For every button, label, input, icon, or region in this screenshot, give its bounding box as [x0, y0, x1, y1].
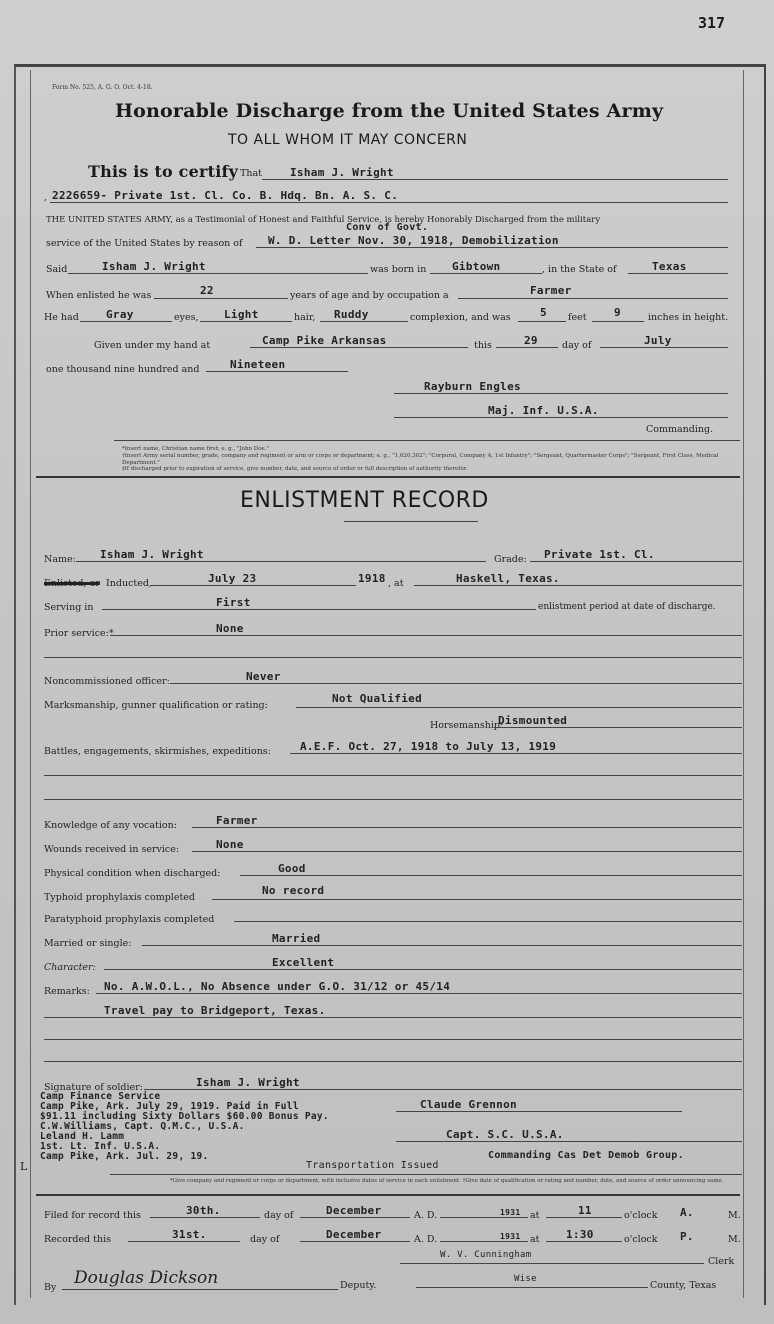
horse-label: Horsemanship:: [430, 720, 504, 731]
enlistment-period-label: enlistment period at date of discharge.: [538, 602, 716, 612]
year-label: one thousand nine hundred and: [46, 364, 200, 375]
inducted-place: Haskell, Texas.: [456, 572, 560, 585]
typhoid: No record: [262, 884, 325, 897]
transport-issued: Transportation Issued: [306, 1160, 439, 1171]
physical: Good: [278, 862, 306, 875]
complexion-label: complexion, and was: [410, 312, 511, 323]
by-label: By: [44, 1282, 57, 1293]
sig-label: Signature of soldier:: [44, 1082, 143, 1093]
filed-ad-label: A. D.: [414, 1210, 438, 1221]
filed-label: Filed for record this: [44, 1210, 141, 1221]
vocation-label: Knowledge of any vocation:: [44, 820, 177, 831]
feet: 5: [540, 306, 547, 319]
day-of-label: day of: [562, 340, 592, 351]
year: Nineteen: [230, 358, 286, 371]
document-sheet: 317 Form No. 525, A. G. O. Oct. 4-18. Honorable Discharge from the United States Army TO ALL WHOM IT MAY CONCERN This is to certify That Isham J. Wright , 2226659- Private 1st. Cl. Co. B. Hdq. Bn. A. S. C. THE UNITED STATES ARMY, as a Testimonial of Honest and Faithful Service, is hereby Honorably Discharged from the military service of the United States by reason of Conv of Govt. W. D. Letter Nov. 30, 1918, Demobilization Said Isham J. Wright was born in Gibtown , in the State of Texas When enlisted he was 22 years of age and by occupation a Farmer He had Gray eyes, Light hair, Ruddy complexion, and was 5 feet 9 inches in height. Given under my hand at Camp Pike Arkansas this 29 day of July one thousand nine hundred and Nineteen Rayburn Engles Maj. Inf. U.S.A. Commanding. *Insert name, Christian name first; e. g., "John Doe." †Insert Army serial number, grade, company and regiment or arm or corps or department; e. g., "1,620,302"; "Corporal, Company A, 1st Infantry"; "Sergeant, Quartermaster Corps"; "Sergeant, First Class, Medical Department." ‡If discharged prior to expiration of service, give number, date, and source of order or full description of authority therefor. ENLISTMENT RECORD Name: Isham J. Wright Grade: Private 1st. Cl. Enlisted, or Inducted, July 23 1918 , at Haskell, Texas. Serving in First enlistment period at date of discharge. Prior service:* None Noncommissioned officer: Never Marksmanship, gunner qualification or rating: Not Qualified Horsemanship: Dismounted Battles, engagements, skirmishes, expeditions: A.E.F. Oct. 27, 1918 to July 13, 1919 Knowledge of any vocation: Farmer Wounds received in service: None Physical condition when discharged: Good Typhoid prophylaxis completed No record Paratyphoid prophylaxis completed Married or single: Married Character: Excellent Remarks: No. A.W.O.L., No Absence under G.O. 31/12 or 45/14 Travel pay to Bridgeport, Texas. Signature of soldier: Isham J. Wright Camp Finance Service Camp Pike, Ark. July 29, 1919. Paid in Full $91.11 including Sixty Dollars $60.00 Bonus Pay. C.W.Williams, Capt. Q.M.C., U.S.A. Leland H. Lamm 1st. Lt. Inf. U.S.A. Camp Pike, Ark. Jul. 29, 19. Claude Grennon Capt. S.C. U.S.A. Commanding Cas Det Demob Group. L Transportation Issued *Give company and regiment or corps or department, with inclusive dates of service in each enlistment. †Give date of qualification or rating and number, date, and source of order announcing same. Filed for record this 30th. day of December A. D. 1931 at 11 o'clock A. M. Recorded this 31st. day of December A. D. 1931 at 1:30 o'clock P. M. W. V. Cunningham Clerk By Douglas Dickson Deputy. Wise County, Texas: [0, 0, 774, 1324]
filed-at-label: at: [530, 1210, 540, 1221]
county-label: County, Texas: [650, 1280, 717, 1291]
fine-note: *Give company and regiment or corps or department, with inclusive dates of service in each enlistment. †Give date of qualification or rating and number, date, and source of order announcing same.: [170, 1178, 724, 1184]
given-label: Given under my hand at: [94, 340, 211, 351]
discharge-reason: W. D. Letter Nov. 30, 1918, Demobilization: [268, 234, 559, 247]
age-label: years of age and by occupation a: [290, 290, 449, 301]
vocation: Farmer: [216, 814, 258, 827]
reason-overtype: Conv of Govt.: [346, 222, 429, 233]
discharge-name: Isham J. Wright: [290, 166, 394, 179]
finance-line-2: Camp Pike, Ark. July 29, 1919. Paid in Full: [40, 1101, 299, 1112]
said-label: Said: [46, 264, 68, 275]
footnote-2: †Insert Army serial number, grade, company and regiment or arm or corps or department; e. g., "1,620,302"; "Corporal, Company A, 1st Infantry"; "Sergeant, Quartermaster Corps"; "Sergeant, First Class, Medical Department.": [122, 453, 719, 466]
filed-m-label: M.: [728, 1210, 741, 1221]
physical-label: Physical condition when discharged:: [44, 868, 221, 879]
officer2-rank: Capt. S.C. U.S.A.: [446, 1128, 564, 1141]
finance-line-3: $91.11 including Sixty Dollars $60.00 Bonus Pay.: [40, 1111, 329, 1122]
remarks-2: Travel pay to Bridgeport, Texas.: [104, 1004, 326, 1017]
reason-label: service of the United States by reason of: [46, 238, 243, 249]
testimonial-text: THE UNITED STATES ARMY, as a Testimonial of Honest and Faithful Service, is hereby Honorably Discharged from the military: [46, 215, 601, 225]
rec-day: 31st.: [172, 1228, 207, 1241]
inducted-label: Inducted,: [106, 578, 152, 589]
deputy-signature: Douglas Dickson: [74, 1268, 219, 1288]
hair: Light: [224, 308, 259, 321]
born-label: was born in: [370, 264, 427, 275]
clerk-name: W. V. Cunningham: [440, 1250, 532, 1260]
day: 29: [524, 334, 538, 347]
enlistment-title: ENLISTMENT RECORD: [240, 488, 489, 513]
prior-label: Prior service:*: [44, 628, 114, 639]
filed-day: 30th.: [186, 1204, 221, 1217]
serving: First: [216, 596, 251, 609]
page-number: 317: [698, 14, 726, 32]
age: 22: [200, 284, 214, 297]
deputy-label: Deputy.: [340, 1280, 377, 1291]
occupation: Farmer: [530, 284, 572, 297]
form-number: Form No. 525, A. G. O. Oct. 4-18.: [52, 84, 153, 91]
commanding2: Commanding Cas Det Demob Group.: [488, 1150, 684, 1161]
filed-month: December: [326, 1204, 382, 1217]
nco: Never: [246, 670, 281, 683]
had-label: He had: [44, 312, 79, 323]
rec-ad-label: A. D.: [414, 1234, 438, 1245]
state-label: , in the State of: [542, 264, 617, 275]
enlisted-label: When enlisted he was: [46, 290, 152, 301]
officer-rank: Maj. Inf. U.S.A.: [488, 404, 599, 417]
filed-day-of-label: day of: [264, 1210, 294, 1221]
rec-oclock-label: o'clock: [624, 1234, 658, 1245]
remarks-1: No. A.W.O.L., No Absence under G.O. 31/12 or 45/14: [104, 980, 451, 993]
rec-day-of-label: day of: [250, 1234, 280, 1245]
filed-hour: 11: [578, 1204, 592, 1217]
recorded-label: Recorded this: [44, 1234, 112, 1245]
finance-line-4: C.W.Williams, Capt. Q.M.C., U.S.A.: [40, 1121, 245, 1132]
finance-line-7: Camp Pike, Ark. Jul. 29, 19.: [40, 1151, 209, 1162]
at-label: , at: [388, 578, 404, 589]
marks: Not Qualified: [332, 692, 422, 705]
filed-am: A.: [680, 1206, 694, 1219]
battles: A.E.F. Oct. 27, 1918 to July 13, 1919: [300, 740, 557, 753]
commanding-label: Commanding.: [646, 424, 714, 435]
enlisted-struck: Enlisted, or: [44, 578, 100, 589]
inducted-date: July 23: [208, 572, 257, 585]
eyes-label: eyes,: [174, 312, 199, 323]
rec-year: 1931: [500, 1232, 521, 1241]
filed-oclock-label: o'clock: [624, 1210, 658, 1221]
wounds: None: [216, 838, 244, 851]
rec-hour: 1:30: [566, 1228, 594, 1241]
that-label: That: [240, 168, 262, 179]
enlist-name: Isham J. Wright: [100, 548, 204, 561]
married-label: Married or single:: [44, 938, 132, 949]
wounds-label: Wounds received in service:: [44, 844, 180, 855]
rec-m-label: M.: [728, 1234, 741, 1245]
nco-label: Noncommissioned officer:: [44, 676, 170, 687]
complexion: Ruddy: [334, 308, 369, 321]
finance-line-6: 1st. Lt. Inf. U.S.A.: [40, 1141, 161, 1152]
character: Excellent: [272, 956, 335, 969]
left-margin-mark: L: [20, 1160, 28, 1173]
inches: 9: [614, 306, 621, 319]
horse: Dismounted: [498, 714, 568, 727]
character-label: Character:: [44, 962, 96, 973]
rec-at-label: at: [530, 1234, 540, 1245]
county: Wise: [514, 1274, 537, 1284]
footnote-1: *Insert name, Christian name first; e. g., "John Doe.": [122, 446, 270, 452]
hair-label: hair,: [294, 312, 316, 323]
finance-line-1: Camp Finance Service: [40, 1091, 161, 1102]
inches-label: inches in height.: [648, 312, 729, 323]
prior: None: [216, 622, 244, 635]
name-label: Name:: [44, 554, 76, 565]
officer-name: Rayburn Engles: [424, 380, 521, 393]
serial-unit: 2226659- Private 1st. Cl. Co. B. Hdq. Bn. A. S. C.: [52, 189, 399, 202]
month: July: [644, 334, 672, 347]
said-name: Isham J. Wright: [102, 260, 206, 273]
filed-year: 1931: [500, 1208, 521, 1217]
discharge-subtitle: TO ALL WHOM IT MAY CONCERN: [228, 132, 468, 148]
clerk-label: Clerk: [708, 1256, 735, 1267]
finance-line-5: Leland H. Lamm: [40, 1131, 125, 1142]
rec-pm: P.: [680, 1230, 694, 1243]
this-label: this: [474, 340, 492, 351]
remarks-label: Remarks:: [44, 986, 90, 997]
feet-label: feet: [568, 312, 587, 323]
finance-stamp: [40, 1092, 329, 1162]
rec-month: December: [326, 1228, 382, 1241]
officer2-name: Claude Grennon: [420, 1098, 517, 1111]
given-place: Camp Pike Arkansas: [262, 334, 387, 347]
certify-label: This is to certify: [88, 162, 239, 181]
eyes: Gray: [106, 308, 134, 321]
paratyphoid-label: Paratyphoid prophylaxis completed: [44, 914, 215, 925]
footnote-3: ‡If discharged prior to expiration of service, give number, date, and source of order or full description of authority therefor.: [122, 466, 468, 472]
soldier-signature: Isham J. Wright: [196, 1076, 300, 1089]
grade-label: Grade:: [494, 554, 527, 565]
discharge-title: Honorable Discharge from the United States Army: [115, 100, 664, 122]
typhoid-label: Typhoid prophylaxis completed: [44, 892, 195, 903]
inducted-year: 1918: [358, 572, 386, 585]
grade: Private 1st. Cl.: [544, 548, 655, 561]
married: Married: [272, 932, 321, 945]
battles-label: Battles, engagements, skirmishes, expeditions:: [44, 746, 271, 757]
born-place: Gibtown: [452, 260, 501, 273]
state: Texas: [652, 260, 687, 273]
marks-label: Marksmanship, gunner qualification or rating:: [44, 700, 268, 711]
serving-label: Serving in: [44, 602, 94, 613]
